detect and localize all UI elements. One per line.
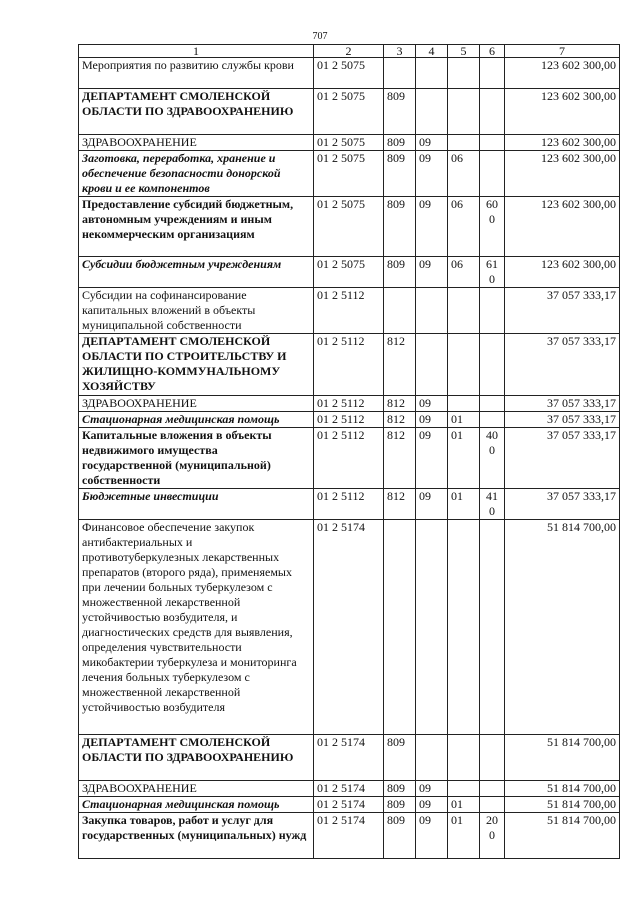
row-dept-cell: 809 bbox=[384, 813, 416, 859]
row-subsection-cell bbox=[448, 334, 480, 396]
row-type-cell bbox=[480, 288, 505, 334]
table-row bbox=[79, 813, 620, 859]
row-dept-cell: 809 bbox=[384, 89, 416, 135]
row-code-cell: 01 2 5174 bbox=[314, 520, 384, 735]
row-code-cell: 01 2 5112 bbox=[314, 396, 384, 412]
table-row bbox=[79, 197, 620, 257]
row-dept-cell: 809 bbox=[384, 781, 416, 797]
table-row bbox=[79, 428, 620, 489]
row-code-cell: 01 2 5112 bbox=[314, 428, 384, 489]
row-code-cell: 01 2 5112 bbox=[314, 489, 384, 520]
row-name-cell: Заготовка, переработка, хранение и обеспечение безопасности донорской крови и ее компонентов bbox=[79, 151, 314, 197]
row-name-cell: Бюджетные инвестиции bbox=[79, 489, 314, 520]
row-name-cell: Стационарная медицинская помощь bbox=[79, 412, 314, 428]
table-row bbox=[79, 735, 620, 781]
row-amount-cell: 51 814 700,00 bbox=[505, 813, 620, 859]
row-section-cell bbox=[416, 735, 448, 781]
row-name-cell: ДЕПАРТАМЕНТ СМОЛЕНСКОЙ ОБЛАСТИ ПО ЗДРАВООХРАНЕНИЮ bbox=[79, 89, 314, 135]
row-dept-cell bbox=[384, 520, 416, 735]
row-subsection-cell bbox=[448, 135, 480, 151]
row-name-cell: ЗДРАВООХРАНЕНИЕ bbox=[79, 135, 314, 151]
row-name-cell: Предоставление субсидий бюджетным, автономным учреждениям и иным некоммерческим организациям bbox=[79, 197, 314, 257]
header-cell: 7 bbox=[505, 45, 620, 58]
row-amount-cell: 37 057 333,17 bbox=[505, 489, 620, 520]
row-subsection-cell bbox=[448, 735, 480, 781]
row-subsection-cell: 06 bbox=[448, 197, 480, 257]
row-amount-cell: 37 057 333,17 bbox=[505, 412, 620, 428]
row-section-cell: 09 bbox=[416, 396, 448, 412]
row-amount-cell: 123 602 300,00 bbox=[505, 58, 620, 89]
row-dept-cell: 809 bbox=[384, 151, 416, 197]
row-code-cell: 01 2 5174 bbox=[314, 735, 384, 781]
header-cell: 6 bbox=[480, 45, 505, 58]
table-row bbox=[79, 396, 620, 412]
row-subsection-cell: 01 bbox=[448, 797, 480, 813]
header-row bbox=[79, 45, 620, 58]
row-section-cell: 09 bbox=[416, 428, 448, 489]
table-row bbox=[79, 412, 620, 428]
row-amount-cell: 123 602 300,00 bbox=[505, 257, 620, 288]
row-section-cell: 09 bbox=[416, 813, 448, 859]
header-cell: 1 bbox=[79, 45, 314, 58]
row-amount-cell: 51 814 700,00 bbox=[505, 781, 620, 797]
table-row bbox=[79, 89, 620, 135]
row-type-cell bbox=[480, 396, 505, 412]
table-row bbox=[79, 334, 620, 396]
row-section-cell bbox=[416, 288, 448, 334]
row-type-cell bbox=[480, 334, 505, 396]
row-amount-cell: 123 602 300,00 bbox=[505, 197, 620, 257]
row-code-cell: 01 2 5112 bbox=[314, 288, 384, 334]
table-row bbox=[79, 58, 620, 89]
header-cell: 3 bbox=[384, 45, 416, 58]
row-type-cell: 61 0 bbox=[480, 257, 505, 288]
row-subsection-cell: 01 bbox=[448, 489, 480, 520]
row-amount-cell: 51 814 700,00 bbox=[505, 735, 620, 781]
row-code-cell: 01 2 5075 bbox=[314, 197, 384, 257]
row-code-cell: 01 2 5174 bbox=[314, 813, 384, 859]
row-subsection-cell bbox=[448, 58, 480, 89]
row-type-cell: 20 0 bbox=[480, 813, 505, 859]
row-type-cell bbox=[480, 797, 505, 813]
row-name-cell: Стационарная медицинская помощь bbox=[79, 797, 314, 813]
row-subsection-cell: 06 bbox=[448, 257, 480, 288]
table-row bbox=[79, 781, 620, 797]
row-subsection-cell: 01 bbox=[448, 412, 480, 428]
row-dept-cell: 812 bbox=[384, 412, 416, 428]
header-cell: 5 bbox=[448, 45, 480, 58]
row-code-cell: 01 2 5174 bbox=[314, 797, 384, 813]
row-name-cell: Мероприятия по развитию службы крови bbox=[79, 58, 314, 89]
table-row bbox=[79, 489, 620, 520]
row-code-cell: 01 2 5075 bbox=[314, 58, 384, 89]
row-section-cell: 09 bbox=[416, 151, 448, 197]
table-row bbox=[79, 257, 620, 288]
row-section-cell bbox=[416, 58, 448, 89]
row-name-cell: ЗДРАВООХРАНЕНИЕ bbox=[79, 396, 314, 412]
table-row bbox=[79, 797, 620, 813]
row-section-cell: 09 bbox=[416, 412, 448, 428]
row-type-cell bbox=[480, 58, 505, 89]
row-name-cell: ЗДРАВООХРАНЕНИЕ bbox=[79, 781, 314, 797]
row-code-cell: 01 2 5174 bbox=[314, 781, 384, 797]
row-type-cell bbox=[480, 135, 505, 151]
row-type-cell bbox=[480, 520, 505, 735]
row-amount-cell: 123 602 300,00 bbox=[505, 151, 620, 197]
row-name-cell: Капитальные вложения в объекты недвижимого имущества государственной (муниципальной) собственности bbox=[79, 428, 314, 489]
row-subsection-cell bbox=[448, 89, 480, 135]
row-type-cell: 41 0 bbox=[480, 489, 505, 520]
row-section-cell bbox=[416, 334, 448, 396]
row-code-cell: 01 2 5075 bbox=[314, 89, 384, 135]
row-code-cell: 01 2 5075 bbox=[314, 151, 384, 197]
row-type-cell bbox=[480, 89, 505, 135]
row-amount-cell: 123 602 300,00 bbox=[505, 89, 620, 135]
row-subsection-cell: 01 bbox=[448, 428, 480, 489]
budget-table bbox=[78, 44, 620, 859]
row-amount-cell: 123 602 300,00 bbox=[505, 135, 620, 151]
row-code-cell: 01 2 5075 bbox=[314, 135, 384, 151]
table-body bbox=[79, 58, 620, 859]
table-row bbox=[79, 520, 620, 735]
row-name-cell: Субсидии бюджетным учреждениям bbox=[79, 257, 314, 288]
row-section-cell: 09 bbox=[416, 489, 448, 520]
table-row bbox=[79, 151, 620, 197]
row-type-cell: 40 0 bbox=[480, 428, 505, 489]
page-number: 707 bbox=[312, 31, 328, 42]
row-code-cell: 01 2 5112 bbox=[314, 334, 384, 396]
row-section-cell bbox=[416, 89, 448, 135]
row-subsection-cell bbox=[448, 288, 480, 334]
row-subsection-cell: 06 bbox=[448, 151, 480, 197]
row-dept-cell bbox=[384, 288, 416, 334]
row-name-cell: Закупка товаров, работ и услуг для государственных (муниципальных) нужд bbox=[79, 813, 314, 859]
header-cell: 2 bbox=[314, 45, 384, 58]
row-name-cell: ДЕПАРТАМЕНТ СМОЛЕНСКОЙ ОБЛАСТИ ПО ЗДРАВООХРАНЕНИЮ bbox=[79, 735, 314, 781]
row-amount-cell: 51 814 700,00 bbox=[505, 520, 620, 735]
row-type-cell: 60 0 bbox=[480, 197, 505, 257]
row-name-cell: Субсидии на софинансирование капитальных вложений в объекты муниципальной собственности bbox=[79, 288, 314, 334]
row-code-cell: 01 2 5112 bbox=[314, 412, 384, 428]
row-subsection-cell bbox=[448, 396, 480, 412]
row-type-cell bbox=[480, 735, 505, 781]
row-section-cell: 09 bbox=[416, 781, 448, 797]
row-dept-cell: 812 bbox=[384, 334, 416, 396]
row-dept-cell: 812 bbox=[384, 428, 416, 489]
row-amount-cell: 37 057 333,17 bbox=[505, 428, 620, 489]
row-dept-cell: 812 bbox=[384, 396, 416, 412]
row-amount-cell: 37 057 333,17 bbox=[505, 396, 620, 412]
row-amount-cell: 37 057 333,17 bbox=[505, 288, 620, 334]
row-type-cell bbox=[480, 412, 505, 428]
row-section-cell: 09 bbox=[416, 197, 448, 257]
row-name-cell: ДЕПАРТАМЕНТ СМОЛЕНСКОЙ ОБЛАСТИ ПО СТРОИТЕЛЬСТВУ И ЖИЛИЩНО-КОММУНАЛЬНОМУ ХОЗЯЙСТВУ bbox=[79, 334, 314, 396]
header-cell: 4 bbox=[416, 45, 448, 58]
row-dept-cell bbox=[384, 58, 416, 89]
row-section-cell: 09 bbox=[416, 135, 448, 151]
row-name-cell: Финансовое обеспечение закупок антибактериальных и противотуберкулезных лекарственных препаратов (второго ряда), применяемых при лечении больных туберкулезом с множественной лекарственной устойчивостью возбудителя, и диагностических средств для выявления, определения чувствительности микобактерии туберкулеза и мониторинга лечения больных туберкулезом с множественной лекарственной устойчивостью возбудителя bbox=[79, 520, 314, 735]
row-code-cell: 01 2 5075 bbox=[314, 257, 384, 288]
row-type-cell bbox=[480, 781, 505, 797]
row-subsection-cell bbox=[448, 781, 480, 797]
table-row bbox=[79, 288, 620, 334]
row-dept-cell: 809 bbox=[384, 257, 416, 288]
row-dept-cell: 809 bbox=[384, 797, 416, 813]
row-dept-cell: 809 bbox=[384, 197, 416, 257]
row-amount-cell: 51 814 700,00 bbox=[505, 797, 620, 813]
row-dept-cell: 809 bbox=[384, 735, 416, 781]
row-subsection-cell: 01 bbox=[448, 813, 480, 859]
row-section-cell: 09 bbox=[416, 257, 448, 288]
row-dept-cell: 809 bbox=[384, 135, 416, 151]
row-type-cell bbox=[480, 151, 505, 197]
row-amount-cell: 37 057 333,17 bbox=[505, 334, 620, 396]
table-row bbox=[79, 135, 620, 151]
row-dept-cell: 812 bbox=[384, 489, 416, 520]
row-section-cell bbox=[416, 520, 448, 735]
row-subsection-cell bbox=[448, 520, 480, 735]
row-section-cell: 09 bbox=[416, 797, 448, 813]
